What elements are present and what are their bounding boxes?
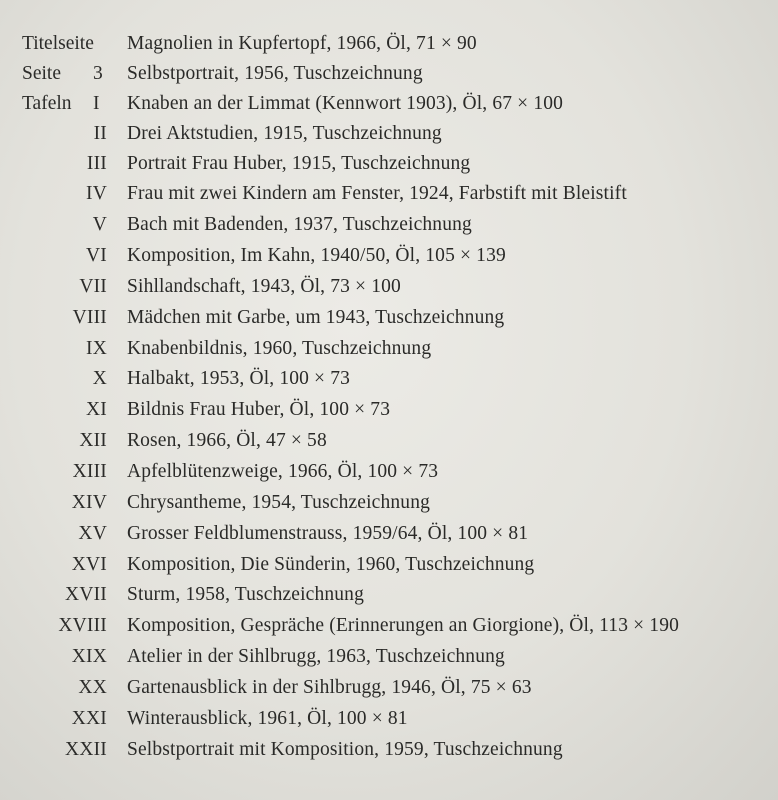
plate-entry <box>0 673 778 703</box>
plate-entry <box>0 550 778 580</box>
plate-entry <box>0 210 778 240</box>
plate-number: XVII <box>65 584 107 605</box>
plate-number: VIII <box>72 307 107 328</box>
plate-entry <box>0 334 778 364</box>
entry-seite-3 <box>0 59 778 89</box>
plate-number: XXII <box>65 739 107 760</box>
entry-label: Titelseite <box>22 33 94 54</box>
plate-title: Halbakt, 1953, Öl, 100 × 73 <box>127 368 351 389</box>
plate-number: XV <box>78 523 107 544</box>
plate-entry <box>0 457 778 487</box>
plate-title: Mädchen mit Garbe, um 1943, Tuschzeichnung <box>127 307 505 328</box>
plate-title: Frau mit zwei Kindern am Fenster, 1924, Farbstift mit Bleistift <box>127 183 627 204</box>
plate-title: Apfelblütenzweige, 1966, Öl, 100 × 73 <box>127 461 439 482</box>
plate-number: IX <box>86 338 107 359</box>
entry-title: Knaben an der Limmat (Kennwort 1903), Öl, 67 × 100 <box>127 93 564 114</box>
entry-number: 3 <box>93 63 103 84</box>
plate-entry <box>0 519 778 549</box>
entry-title: Magnolien in Kupfertopf, 1966, Öl, 71 × 90 <box>127 33 477 54</box>
plate-number: XXI <box>71 708 107 729</box>
plate-number: XII <box>79 430 107 451</box>
entry-titelseite <box>0 29 778 59</box>
plate-number: II <box>93 123 107 144</box>
plate-title: Winterausblick, 1961, Öl, 100 × 81 <box>127 708 408 729</box>
plate-title: Gartenausblick in der Sihlbrugg, 1946, Öl, 75 × 63 <box>127 677 532 698</box>
plate-title: Bildnis Frau Huber, Öl, 100 × 73 <box>127 399 391 420</box>
plate-title: Komposition, Die Sünderin, 1960, Tuschzeichnung <box>127 554 535 575</box>
plate-title: Komposition, Gespräche (Erinnerungen an Giorgione), Öl, 113 × 190 <box>127 615 680 636</box>
plate-number: VII <box>79 276 107 297</box>
plate-number: XVI <box>71 554 107 575</box>
entry-number: I <box>93 93 100 114</box>
plate-number: XI <box>86 399 107 420</box>
plate-entry <box>0 241 778 271</box>
plate-title: Portrait Frau Huber, 1915, Tuschzeichnung <box>127 153 471 174</box>
plate-entry <box>0 488 778 518</box>
plate-number: XIX <box>71 646 107 667</box>
plate-number: XIII <box>72 461 107 482</box>
plate-entry <box>0 735 778 765</box>
plate-entry <box>0 642 778 672</box>
plate-entry <box>0 580 778 610</box>
plate-title: Rosen, 1966, Öl, 47 × 58 <box>127 430 327 451</box>
plate-entry <box>0 704 778 734</box>
plate-number: V <box>92 214 107 235</box>
plate-entry <box>0 303 778 333</box>
plate-title: Grosser Feldblumenstrauss, 1959/64, Öl, 100 × 81 <box>127 523 529 544</box>
entry-label: Seite <box>22 63 61 84</box>
entry-label: Tafeln <box>22 93 72 114</box>
plate-title: Selbstportrait mit Komposition, 1959, Tuschzeichnung <box>127 739 563 760</box>
entry-tafeln-i <box>0 89 778 119</box>
plate-title: Atelier in der Sihlbrugg, 1963, Tuschzeichnung <box>127 646 505 667</box>
plate-entry <box>0 611 778 641</box>
plate-number: X <box>92 368 107 389</box>
plate-title: Bach mit Badenden, 1937, Tuschzeichnung <box>127 214 472 235</box>
plate-title: Knabenbildnis, 1960, Tuschzeichnung <box>127 338 432 359</box>
plate-title: Sihllandschaft, 1943, Öl, 73 × 100 <box>127 276 401 297</box>
plate-title: Sturm, 1958, Tuschzeichnung <box>127 584 364 605</box>
plate-number: IV <box>86 183 107 204</box>
plate-number: XX <box>78 677 107 698</box>
plate-entry <box>0 272 778 302</box>
plate-number: XVIII <box>58 615 107 636</box>
plate-entry <box>0 119 778 149</box>
plate-entry <box>0 149 778 179</box>
plate-entry <box>0 179 778 209</box>
plate-number: VI <box>86 245 107 266</box>
entry-title: Selbstportrait, 1956, Tuschzeichnung <box>127 63 423 84</box>
plate-number: XIV <box>71 492 107 513</box>
plate-entry <box>0 364 778 394</box>
plate-entry <box>0 426 778 456</box>
plate-number: III <box>86 153 107 174</box>
plate-title: Komposition, Im Kahn, 1940/50, Öl, 105 × 139 <box>127 245 506 266</box>
plate-entry <box>0 395 778 425</box>
plate-title: Chrysantheme, 1954, Tuschzeichnung <box>127 492 430 513</box>
plate-title: Drei Aktstudien, 1915, Tuschzeichnung <box>127 123 442 144</box>
